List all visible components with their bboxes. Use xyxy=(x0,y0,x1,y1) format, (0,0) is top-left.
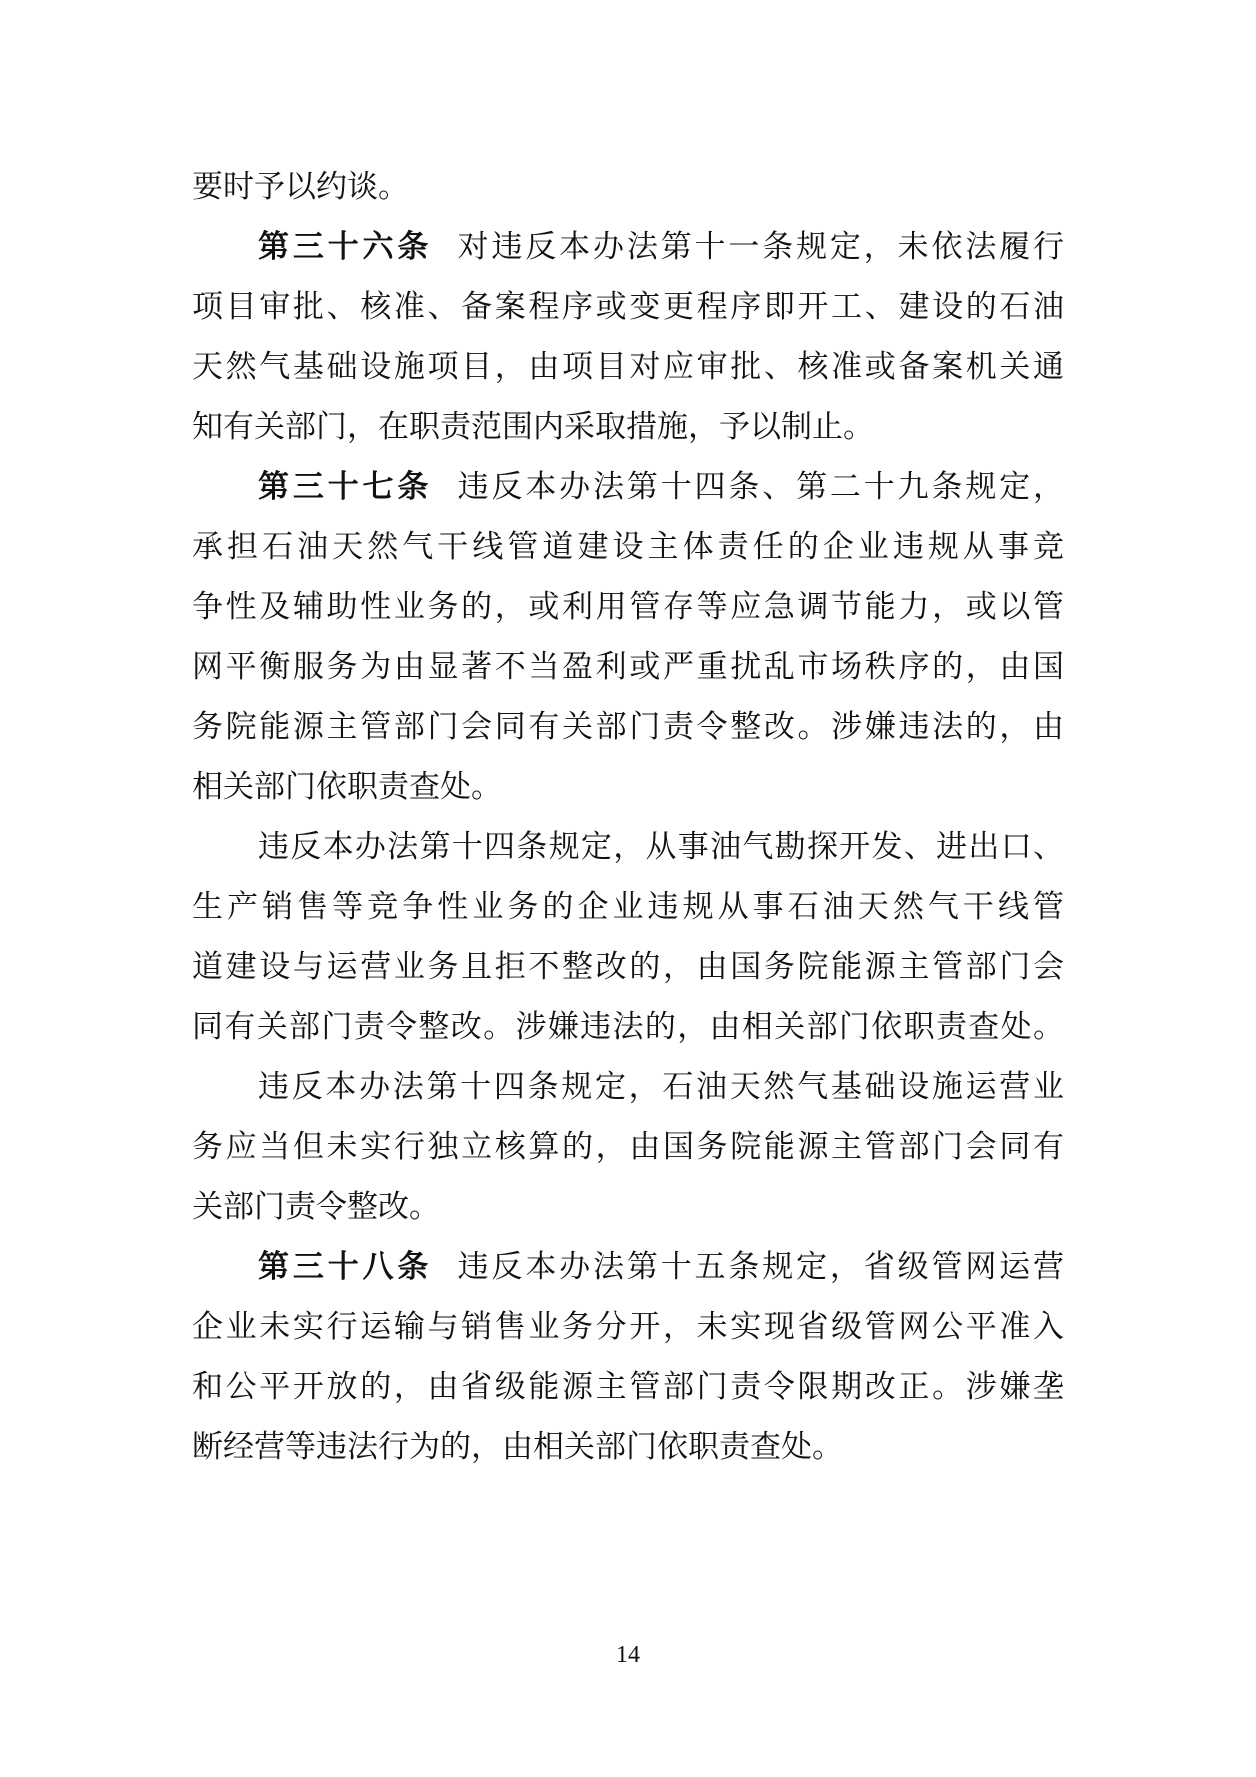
page-number: 14 xyxy=(616,1642,640,1668)
text-line: 知有关部门，在职责范围内采取措施，予以制止。 xyxy=(192,409,874,445)
text-line: 务应当但未实行独立核算的，由国务院能源主管部门会同有 xyxy=(192,1129,1064,1165)
article-text: 违反本办法第十五条规定，省级管网运营 xyxy=(457,1249,1065,1285)
article-38-first-line xyxy=(258,1237,1064,1297)
text-line: 要时予以约谈。 xyxy=(192,169,409,205)
article-text: 违反本办法第十四条、第二十九条规定， xyxy=(457,469,1065,505)
text-line: 关部门责令整改。 xyxy=(192,1189,440,1225)
text-line: 天然气基础设施项目，由项目对应审批、核准或备案机关通 xyxy=(192,349,1064,385)
text-line: 网平衡服务为由显著不当盈利或严重扰乱市场秩序的，由国 xyxy=(192,649,1064,685)
text-line: 争性及辅助性业务的，或利用管存等应急调节能力，或以管 xyxy=(192,589,1064,625)
article-heading: 第三十八条 xyxy=(258,1249,433,1285)
article-heading: 第三十七条 xyxy=(258,469,433,505)
article-37-first-line xyxy=(258,457,1064,517)
article-text: 对违反本办法第十一条规定，未依法履行 xyxy=(457,229,1065,265)
text-line: 道建设与运营业务且拒不整改的，由国务院能源主管部门会 xyxy=(192,949,1064,985)
text-line: 同有关部门责令整改。涉嫌违法的，由相关部门依职责查处。 xyxy=(192,1009,1064,1045)
text-line: 务院能源主管部门会同有关部门责令整改。涉嫌违法的，由 xyxy=(192,709,1064,745)
text-line: 违反本办法第十四条规定，从事油气勘探开发、进出口、 xyxy=(258,829,1064,865)
text-line: 违反本办法第十四条规定，石油天然气基础设施运营业 xyxy=(258,1069,1064,1105)
text-line: 相关部门依职责查处。 xyxy=(192,769,502,805)
text-line: 企业未实行运输与销售业务分开，未实现省级管网公平准入 xyxy=(192,1309,1064,1345)
text-line: 断经营等违法行为的，由相关部门依职责查处。 xyxy=(192,1429,843,1465)
article-heading: 第三十六条 xyxy=(258,229,433,265)
text-line: 承担石油天然气干线管道建设主体责任的企业违规从事竞 xyxy=(192,529,1064,565)
article-36-first-line xyxy=(258,217,1064,277)
text-line: 和公平开放的，由省级能源主管部门责令限期改正。涉嫌垄 xyxy=(192,1369,1064,1405)
text-line: 项目审批、核准、备案程序或变更程序即开工、建设的石油 xyxy=(192,289,1064,325)
text-line: 生产销售等竞争性业务的企业违规从事石油天然气干线管 xyxy=(192,889,1064,925)
